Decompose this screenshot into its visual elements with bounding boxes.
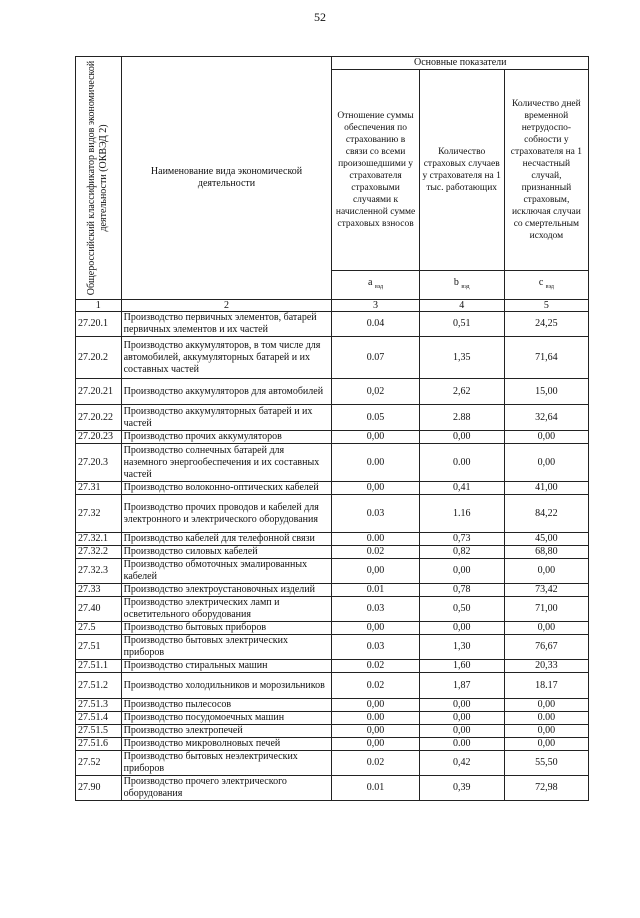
activity-name: Производство солнечных батарей для наземного энергообеспечения и их составных частей	[121, 444, 332, 482]
value-b: 0,00	[419, 712, 504, 725]
okved-header-text: Общероссийский классификатор видов экономической деятельности (ОКВЭД 2)	[86, 60, 110, 296]
value-c: 45,00	[504, 533, 588, 546]
value-a: 0.00	[332, 712, 419, 725]
value-a: 0.03	[332, 635, 419, 660]
column-number: 5	[504, 300, 588, 312]
value-a: 0,00	[332, 725, 419, 738]
activity-name: Производство аккумуляторов для автомобилей	[121, 379, 332, 405]
activity-name: Производство волоконно-оптических кабелей	[121, 482, 332, 495]
table-row	[76, 444, 589, 482]
value-c: 55,50	[504, 751, 588, 776]
okved-code: 27.20.21	[76, 379, 122, 405]
okved-code: 27.20.1	[76, 312, 122, 337]
activity-name: Производство аккумуляторов, в том числе для автомобилей, аккумуляторных батарей и их составных частей	[121, 337, 332, 379]
value-b: 0,00	[419, 431, 504, 444]
table-row	[76, 482, 589, 495]
activity-name: Производство кабелей для телефонной связи	[121, 533, 332, 546]
okved-code: 27.90	[76, 776, 122, 801]
days-header: Количество дней временной нетрудоспо-собности у страхователя на 1 несчастный случай, признанный страховым, исключая случаи со смертельным исходом	[504, 70, 588, 271]
value-a: 0,00	[332, 738, 419, 751]
activity-name: Производство электрических ламп и осветительного оборудования	[121, 597, 332, 622]
value-a: 0.02	[332, 673, 419, 699]
table-row	[76, 635, 589, 660]
indicators-table	[75, 56, 589, 801]
value-c: 41,00	[504, 482, 588, 495]
value-a: 0.01	[332, 584, 419, 597]
value-b: 0,42	[419, 751, 504, 776]
value-c: 0,00	[504, 444, 588, 482]
okved-code: 27.20.22	[76, 405, 122, 431]
column-numbers-row	[76, 300, 589, 312]
value-a: 0,02	[332, 379, 419, 405]
table-row	[76, 622, 589, 635]
symbol-a: a $_{вэд}$	[332, 271, 419, 300]
column-number: 3	[332, 300, 419, 312]
activity-name: Производство пылесосов	[121, 699, 332, 712]
value-b: 0,39	[419, 776, 504, 801]
value-c: 15,00	[504, 379, 588, 405]
value-c: 0.00	[504, 712, 588, 725]
okved-code: 27.51.6	[76, 738, 122, 751]
table-row	[76, 597, 589, 622]
cases-header: Количество страховых случаев у страхователя на 1 тыс. работающих	[419, 70, 504, 271]
table-row	[76, 431, 589, 444]
value-b: 0,78	[419, 584, 504, 597]
table-row	[76, 584, 589, 597]
table-row	[76, 660, 589, 673]
table-row	[76, 337, 589, 379]
value-a: 0,00	[332, 699, 419, 712]
value-b: 0,00	[419, 725, 504, 738]
value-c: 76,67	[504, 635, 588, 660]
value-b: 2,62	[419, 379, 504, 405]
value-a: 0.00	[332, 533, 419, 546]
value-b: 0,82	[419, 546, 504, 559]
value-c: 0,00	[504, 559, 588, 584]
okved-code: 27.51.2	[76, 673, 122, 699]
okved-code: 27.33	[76, 584, 122, 597]
activity-name: Производство бытовых электрических приборов	[121, 635, 332, 660]
activity-name: Производство электропечей	[121, 725, 332, 738]
value-b: 1,35	[419, 337, 504, 379]
value-c: 18.17	[504, 673, 588, 699]
activity-name: Производство прочего электрического оборудования	[121, 776, 332, 801]
okved-code: 27.51.1	[76, 660, 122, 673]
table-row	[76, 712, 589, 725]
okved-code: 27.20.3	[76, 444, 122, 482]
activity-name: Производство электроустановочных изделий	[121, 584, 332, 597]
activity-name: Производство бытовых приборов	[121, 622, 332, 635]
table-row	[76, 738, 589, 751]
okved-code: 27.32.2	[76, 546, 122, 559]
table-row	[76, 379, 589, 405]
table-row	[76, 751, 589, 776]
value-a: 0.02	[332, 546, 419, 559]
value-b: 2.88	[419, 405, 504, 431]
value-a: 0.02	[332, 660, 419, 673]
activity-name: Производство микроволновых печей	[121, 738, 332, 751]
value-c: 71,64	[504, 337, 588, 379]
page-number: 52	[314, 10, 326, 24]
value-b: 0,41	[419, 482, 504, 495]
value-c: 0,00	[504, 431, 588, 444]
column-number: 2	[121, 300, 332, 312]
column-number: 4	[419, 300, 504, 312]
value-c: 68,80	[504, 546, 588, 559]
value-c: 20,33	[504, 660, 588, 673]
value-b: 1,87	[419, 673, 504, 699]
okved-code: 27.40	[76, 597, 122, 622]
table-row	[76, 495, 589, 533]
activity-name: Производство стиральных машин	[121, 660, 332, 673]
value-b: 1.16	[419, 495, 504, 533]
okved-header	[76, 57, 122, 300]
value-c: 0,00	[504, 738, 588, 751]
okved-code: 27.32.1	[76, 533, 122, 546]
value-a: 0.01	[332, 776, 419, 801]
okved-code: 27.32.3	[76, 559, 122, 584]
okved-code: 27.31	[76, 482, 122, 495]
value-a: 0.00	[332, 444, 419, 482]
main-indicators-header: Основные показатели	[332, 57, 589, 70]
okved-code: 27.51.5	[76, 725, 122, 738]
value-a: 0.03	[332, 597, 419, 622]
okved-code: 27.51.3	[76, 699, 122, 712]
value-a: 0.03	[332, 495, 419, 533]
activity-name: Производство прочих аккумуляторов	[121, 431, 332, 444]
okved-code: 27.51	[76, 635, 122, 660]
table-row	[76, 312, 589, 337]
value-b: 1,60	[419, 660, 504, 673]
symbol-b: b $_{вэд}$	[419, 271, 504, 300]
value-b: 0.00	[419, 738, 504, 751]
value-a: 0,00	[332, 622, 419, 635]
value-c: 72,98	[504, 776, 588, 801]
activity-name: Производство холодильников и морозильников	[121, 673, 332, 699]
value-c: 24,25	[504, 312, 588, 337]
okved-code: 27.20.23	[76, 431, 122, 444]
value-c: 0,00	[504, 622, 588, 635]
value-c: 71,00	[504, 597, 588, 622]
table-row	[76, 533, 589, 546]
value-a: 0.05	[332, 405, 419, 431]
okved-code: 27.32	[76, 495, 122, 533]
value-b: 0,00	[419, 622, 504, 635]
table-row	[76, 673, 589, 699]
activity-name: Производство первичных элементов, батарей первичных элементов и их частей	[121, 312, 332, 337]
okved-code: 27.51.4	[76, 712, 122, 725]
activity-name: Производство аккумуляторных батарей и их частей	[121, 405, 332, 431]
value-b: 1,30	[419, 635, 504, 660]
value-c: 0,00	[504, 725, 588, 738]
activity-name: Производство посудомоечных машин	[121, 712, 332, 725]
value-a: 0.02	[332, 751, 419, 776]
activity-name: Производство прочих проводов и кабелей для электронного и электрического оборудования	[121, 495, 332, 533]
value-b: 0,00	[419, 559, 504, 584]
value-b: 0,51	[419, 312, 504, 337]
value-c: 32,64	[504, 405, 588, 431]
table-row	[76, 725, 589, 738]
activity-name: Производство силовых кабелей	[121, 546, 332, 559]
activity-name-header: Наименование вида экономической деятельности	[121, 57, 332, 300]
value-a: 0,00	[332, 559, 419, 584]
ratio-header: Отношение суммы обеспечения по страхованию в связи со всеми произошедшими у страхователя страховыми случаями к начисленной сумме страховых взносов	[332, 70, 419, 271]
table-row	[76, 776, 589, 801]
value-a: 0,00	[332, 482, 419, 495]
value-c: 0,00	[504, 699, 588, 712]
okved-code: 27.20.2	[76, 337, 122, 379]
activity-name: Производство бытовых неэлектрических приборов	[121, 751, 332, 776]
okved-code: 27.5	[76, 622, 122, 635]
value-a: 0.07	[332, 337, 419, 379]
table-row	[76, 699, 589, 712]
symbol-c: c $_{вэд}$	[504, 271, 588, 300]
value-c: 73,42	[504, 584, 588, 597]
table-row	[76, 405, 589, 431]
activity-name: Производство обмоточных эмалированных кабелей	[121, 559, 332, 584]
column-number: 1	[76, 300, 122, 312]
table-row	[76, 559, 589, 584]
value-b: 0,00	[419, 699, 504, 712]
value-a: 0.04	[332, 312, 419, 337]
okved-code: 27.52	[76, 751, 122, 776]
value-b: 0.00	[419, 444, 504, 482]
value-c: 84,22	[504, 495, 588, 533]
value-a: 0,00	[332, 431, 419, 444]
table-row	[76, 546, 589, 559]
value-b: 0,50	[419, 597, 504, 622]
value-b: 0,73	[419, 533, 504, 546]
